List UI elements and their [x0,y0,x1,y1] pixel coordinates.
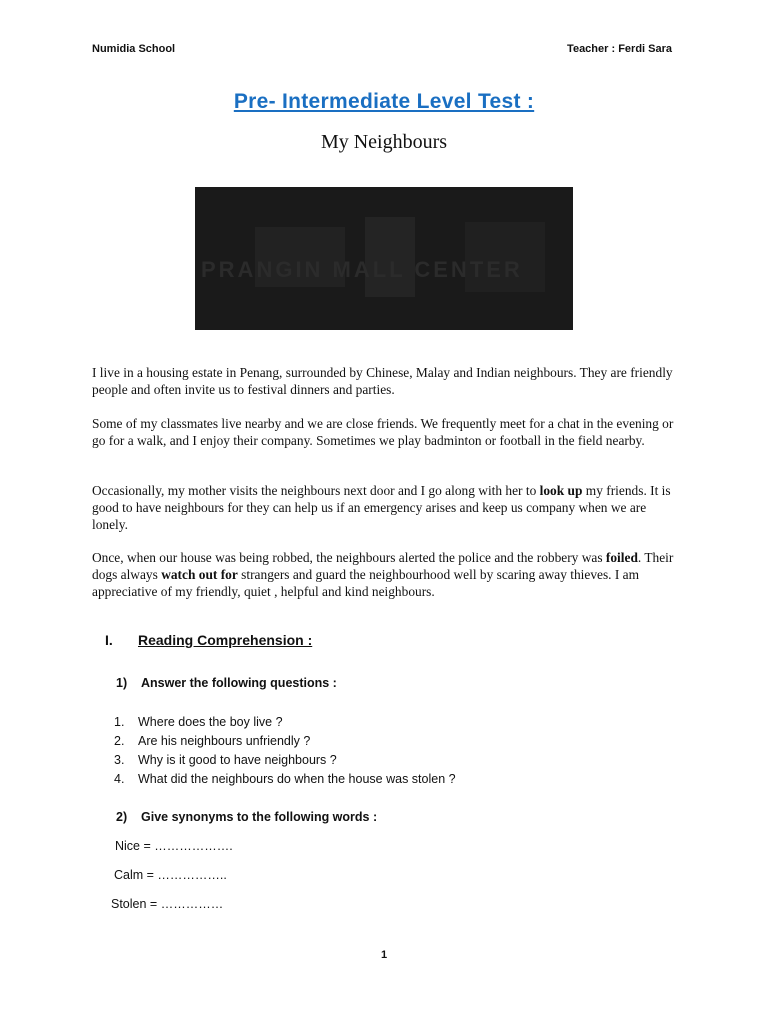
item-number: 2. [114,734,125,748]
list-item [114,713,456,732]
passage-bold-phrase: look up [539,483,583,498]
passage-paragraph-2: Some of my classmates live nearby and we are close friends. We frequently meet for a chat in the evening or go for a walk, and I enjoy their company. Sometimes we play badminton or football in the field nearby. [92,416,674,448]
item-number: 1. [114,715,125,729]
header-school: Numidia School [92,43,176,55]
page-title: Pre- Intermediate Level Test : [233,90,535,113]
question-heading-2 [116,810,377,824]
item-text: Are his neighbours unfriendly ? [138,734,311,748]
passage-paragraph-3 [92,482,682,533]
synonym-blank: Nice = ………………. [115,839,233,853]
photo-sign-text: PRANGIN MALL CENTER [201,257,523,282]
item-text: Where does the boy live ? [138,715,283,729]
synonym-blank: Calm = …………….. [114,868,227,882]
question-number: 1) [116,676,128,690]
neighbourhood-photo [195,187,573,330]
passage-text: . Their dogs always [92,550,674,582]
question-number: 2) [116,810,128,824]
synonym-blank: Stolen = …………… [111,897,224,911]
question-list [114,713,456,789]
passage-bold-word: foiled [605,550,638,565]
page-number: 1 [380,949,388,961]
list-item [114,770,456,789]
passage-paragraph-4 [92,549,682,600]
list-item [114,751,456,770]
item-number: 4. [114,772,125,786]
section-number: I. [105,632,113,648]
passage-bold-phrase: watch out for [161,567,238,582]
question-heading-1 [116,676,337,690]
passage-paragraph-1: I live in a housing estate in Penang, surrounded by Chinese, Malay and Indian neighbours. They are friendly people and often invite us to festival dinners and parties. [92,365,673,397]
item-number: 3. [114,753,125,767]
passage-text: my friends. It is good to have neighbours for they can help us if an emergency arises and keep us company when we are lonely. [92,483,671,532]
list-item [114,732,456,751]
passage-text: Once, when our house was being robbed, the neighbours alerted the police and the robbery was [92,550,606,565]
question-heading-text: Answer the following questions : [141,676,337,690]
item-text: Why is it good to have neighbours ? [138,753,337,767]
item-text: What did the neighbours do when the house was stolen ? [138,772,456,786]
passage-text: Occasionally, my mother visits the neighbours next door and I go along with her to [92,483,540,498]
passage-text: strangers and guard the neighbourhood well by scaring away thieves. I am appreciative of my friendly, quiet , helpful and kind neighbours. [92,567,640,599]
question-heading-text: Give synonyms to the following words : [141,810,378,824]
header-teacher: Teacher : Ferdi Sara [567,43,672,55]
section-title: Reading Comprehension : [138,632,313,648]
page-subtitle: My Neighbours [320,131,448,153]
